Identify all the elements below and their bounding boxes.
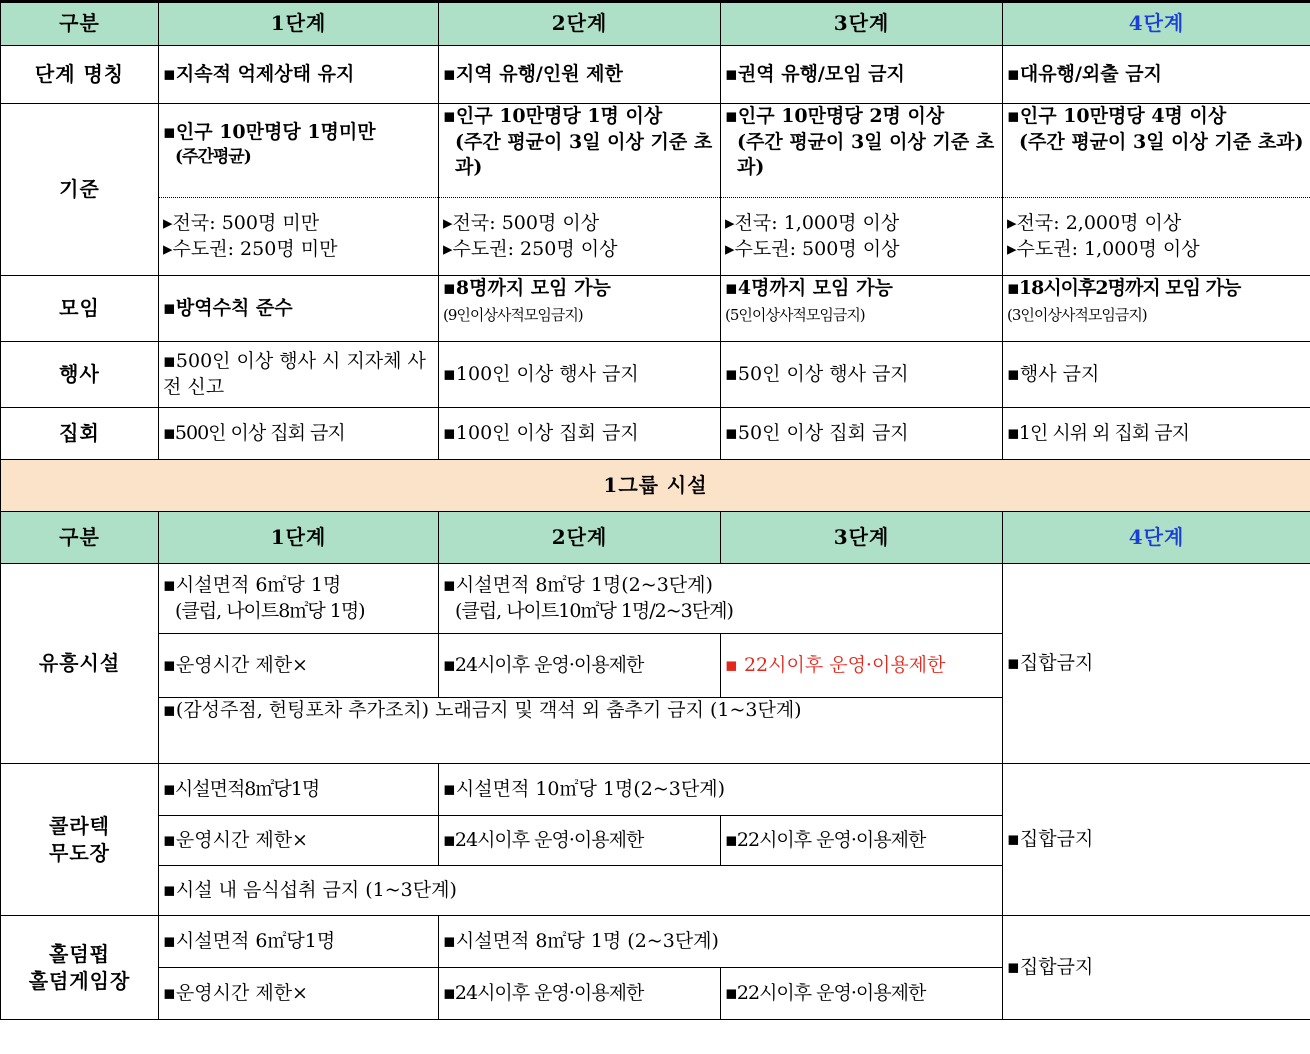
bullet-icon xyxy=(1007,828,1020,850)
holdem-s4: 집합금지 xyxy=(1019,955,1094,978)
entertainment-s4: 집합금지 xyxy=(1019,651,1094,674)
rally-label: 집회 xyxy=(1,408,159,460)
bullet-icon xyxy=(163,829,176,851)
bullet-icon xyxy=(725,654,738,676)
holdem-area-row xyxy=(1,916,1310,968)
colatec-s4: 집합금지 xyxy=(1019,827,1094,850)
entertainment-area-row xyxy=(1,564,1310,634)
bullet-icon xyxy=(443,574,456,596)
rally-s2: 100인 이상 집회 금지 xyxy=(455,421,639,444)
bullet-icon xyxy=(163,63,176,85)
criteria-s1-cap: 수도권: 250명 미만 xyxy=(172,237,338,260)
arrow-icon xyxy=(725,238,735,260)
colatec-area-row xyxy=(1,764,1310,816)
entertainment-hours1: 운영시간 제한× xyxy=(175,653,308,676)
bullet-icon xyxy=(443,63,456,85)
bullet-icon xyxy=(443,105,456,127)
entertainment-hours3: 22시이후 운영·이용제한 xyxy=(743,653,946,676)
bullet-icon xyxy=(1007,422,1019,444)
header2-stage4: 4단계 xyxy=(1003,512,1310,564)
entertainment-area23-sub: (클럽, 나이트10㎡당 1명/2~3단계) xyxy=(455,599,733,622)
colatec-food: 시설 내 음식섭취 금지 (1~3단계) xyxy=(175,878,457,901)
gathering-row xyxy=(1,276,1310,342)
criteria-s3-main: 인구 10만명당 2명 이상 xyxy=(737,105,945,127)
bullet-icon xyxy=(163,121,176,143)
gathering-s2-sub: (9인이상사적모임금지) xyxy=(443,305,583,324)
bullet-icon xyxy=(725,105,738,127)
arrow-icon xyxy=(443,212,453,234)
arrow-icon xyxy=(163,212,173,234)
arrow-icon xyxy=(1007,238,1017,260)
bullet-icon xyxy=(1007,105,1020,127)
criteria-s2-cap: 수도권: 250명 이상 xyxy=(452,237,618,260)
event-label: 행사 xyxy=(1,342,159,408)
top-rule xyxy=(0,0,1310,3)
bullet-icon xyxy=(725,277,738,299)
bullet-icon xyxy=(163,422,175,444)
stage-name-s4: 대유행/외출 금지 xyxy=(1019,62,1162,85)
event-s4: 행사 금지 xyxy=(1019,362,1100,385)
holdem-label2: 홀덤게임장 xyxy=(28,968,131,993)
holdem-hours3: 22시이후 운영·이용제한 xyxy=(736,981,926,1004)
bullet-icon xyxy=(443,930,456,952)
stage-name-s3: 권역 유행/모임 금지 xyxy=(737,62,905,85)
gathering-label: 모임 xyxy=(1,276,159,342)
header2-row xyxy=(1,512,1310,564)
bullet-icon xyxy=(1007,363,1020,385)
gathering-s4-main: 18시이후2명까지 모임 가능 xyxy=(1018,277,1241,299)
gathering-s3-sub: (5인이상사적모임금지) xyxy=(725,305,865,324)
holdem-label1: 홀덤펍 xyxy=(49,941,110,966)
criteria-s4-cap: 수도권: 1,000명 이상 xyxy=(1016,237,1200,260)
criteria-s2-nat: 전국: 500명 이상 xyxy=(452,211,600,234)
bullet-icon xyxy=(443,422,456,444)
colatec-area1: 시설면적8㎡당1명 xyxy=(174,777,320,800)
gathering-s4-sub: (3인이상사적모임금지) xyxy=(1007,305,1147,324)
arrow-icon xyxy=(725,212,735,234)
stage-name-s1: 지속적 억제상태 유지 xyxy=(175,62,355,85)
colatec-area23: 시설면적 10㎡당 1명(2~3단계) xyxy=(455,777,725,800)
holdem-hours2: 24시이후 운영·이용제한 xyxy=(454,981,644,1004)
stage-name-s2: 지역 유행/인원 제한 xyxy=(455,62,623,85)
holdem-area1: 시설면적 6㎡당1명 xyxy=(175,929,336,952)
bullet-icon xyxy=(443,654,455,676)
entertainment-area1: 시설면적 6㎡당 1명 xyxy=(175,573,342,596)
criteria-s2-main: 인구 10만명당 1명 이상 xyxy=(455,105,663,127)
bullet-icon xyxy=(1007,956,1020,978)
event-s1: 500인 이상 행사 시 지자체 사전 신고 xyxy=(163,349,426,398)
criteria-s4-sub: (주간 평균이 3일 이상 기준 초과) xyxy=(1019,130,1304,153)
header2-stage3: 3단계 xyxy=(721,512,1003,564)
colatec-hours1: 운영시간 제한× xyxy=(175,828,308,851)
bullet-icon xyxy=(725,422,738,444)
criteria-s3-cap: 수도권: 500명 이상 xyxy=(734,237,900,260)
bullet-icon xyxy=(163,699,176,721)
header-stage3: 3단계 xyxy=(721,1,1003,46)
gathering-s2-main: 8명까지 모임 가능 xyxy=(455,277,611,299)
rally-s1: 500인 이상 집회 금지 xyxy=(174,421,345,444)
bullet-icon xyxy=(443,982,455,1004)
bullet-icon xyxy=(1007,277,1019,299)
bullet-icon xyxy=(163,778,175,800)
colatec-hours2: 24시이후 운영·이용제한 xyxy=(454,828,644,851)
entertainment-hours2: 24시이후 운영·이용제한 xyxy=(454,653,644,676)
bullet-icon xyxy=(1007,63,1020,85)
gathering-s3-main: 4명까지 모임 가능 xyxy=(737,277,893,299)
bullet-icon xyxy=(163,574,176,596)
criteria-s4-nat: 전국: 2,000명 이상 xyxy=(1016,211,1182,234)
gathering-s1: 방역수칙 준수 xyxy=(175,296,293,319)
colatec-hours3: 22시이후 운영·이용제한 xyxy=(736,828,926,851)
criteria-s3-sub: (주간 평균이 3일 이상 기준 초과) xyxy=(737,130,995,179)
criteria-row-main xyxy=(1,104,1310,198)
criteria-s1-main: 인구 10만명당 1명미만 xyxy=(175,121,376,143)
bullet-icon xyxy=(163,654,176,676)
header-stage1: 1단계 xyxy=(159,1,439,46)
event-row xyxy=(1,342,1310,408)
rally-s3: 50인 이상 집회 금지 xyxy=(737,421,909,444)
criteria-s2-sub: (주간 평균이 3일 이상 기준 초과) xyxy=(455,130,713,179)
header-stage2: 2단계 xyxy=(439,1,721,46)
criteria-label: 기준 xyxy=(1,104,159,276)
holdem-hours1: 운영시간 제한× xyxy=(175,981,308,1004)
bullet-icon xyxy=(163,297,176,319)
bullet-icon xyxy=(725,363,738,385)
entertainment-label: 유흥시설 xyxy=(1,564,159,764)
group1-row xyxy=(1,460,1310,512)
bullet-icon xyxy=(443,363,456,385)
header-stage4: 4단계 xyxy=(1003,1,1310,46)
entertainment-area1-sub: (클럽, 나이트8㎡당 1명) xyxy=(175,599,365,622)
rally-row xyxy=(1,408,1310,460)
criteria-s3-nat: 전국: 1,000명 이상 xyxy=(734,211,900,234)
bullet-icon xyxy=(443,778,456,800)
header2-stage1: 1단계 xyxy=(159,512,439,564)
bullet-icon xyxy=(163,350,176,372)
bullet-icon xyxy=(725,63,738,85)
criteria-s1-nat: 전국: 500명 미만 xyxy=(172,211,320,234)
bullet-icon xyxy=(725,982,737,1004)
arrow-icon xyxy=(443,238,453,260)
header2-stage2: 2단계 xyxy=(439,512,721,564)
bullet-icon xyxy=(163,879,176,901)
header-row xyxy=(1,1,1310,46)
arrow-icon xyxy=(1007,212,1017,234)
event-s3: 50인 이상 행사 금지 xyxy=(737,362,909,385)
bullet-icon xyxy=(443,829,455,851)
bullet-icon xyxy=(163,930,176,952)
bullet-icon xyxy=(443,277,456,299)
criteria-s4-main: 인구 10만명당 4명 이상 xyxy=(1019,105,1227,127)
bullet-icon xyxy=(725,829,737,851)
criteria-row-counts xyxy=(1,198,1310,276)
stage-name-row xyxy=(1,46,1310,104)
entertainment-area23: 시설면적 8㎡당 1명(2~3단계) xyxy=(455,573,713,596)
stage-name-label: 단계 명칭 xyxy=(1,46,159,104)
bullet-icon xyxy=(163,982,176,1004)
colatec-label1: 콜라텍 xyxy=(49,813,110,838)
entertainment-extra: (감성주점, 헌팅포차 추가조치) 노래금지 및 객석 외 춤추기 금지 (1~3단계) xyxy=(175,699,802,721)
group1-title: 1그룹 시설 xyxy=(1,460,1310,512)
criteria-s1-sub: (주간평균) xyxy=(175,146,251,167)
bullet-icon xyxy=(1007,652,1020,674)
holdem-area23: 시설면적 8㎡당 1명 (2~3단계) xyxy=(455,929,719,952)
header-division: 구분 xyxy=(1,1,159,46)
rally-s4: 1인 시위 외 집회 금지 xyxy=(1018,421,1189,444)
colatec-label2: 무도장 xyxy=(49,840,110,865)
arrow-icon xyxy=(163,238,173,260)
header2-division: 구분 xyxy=(1,512,159,564)
event-s2: 100인 이상 행사 금지 xyxy=(455,362,639,385)
